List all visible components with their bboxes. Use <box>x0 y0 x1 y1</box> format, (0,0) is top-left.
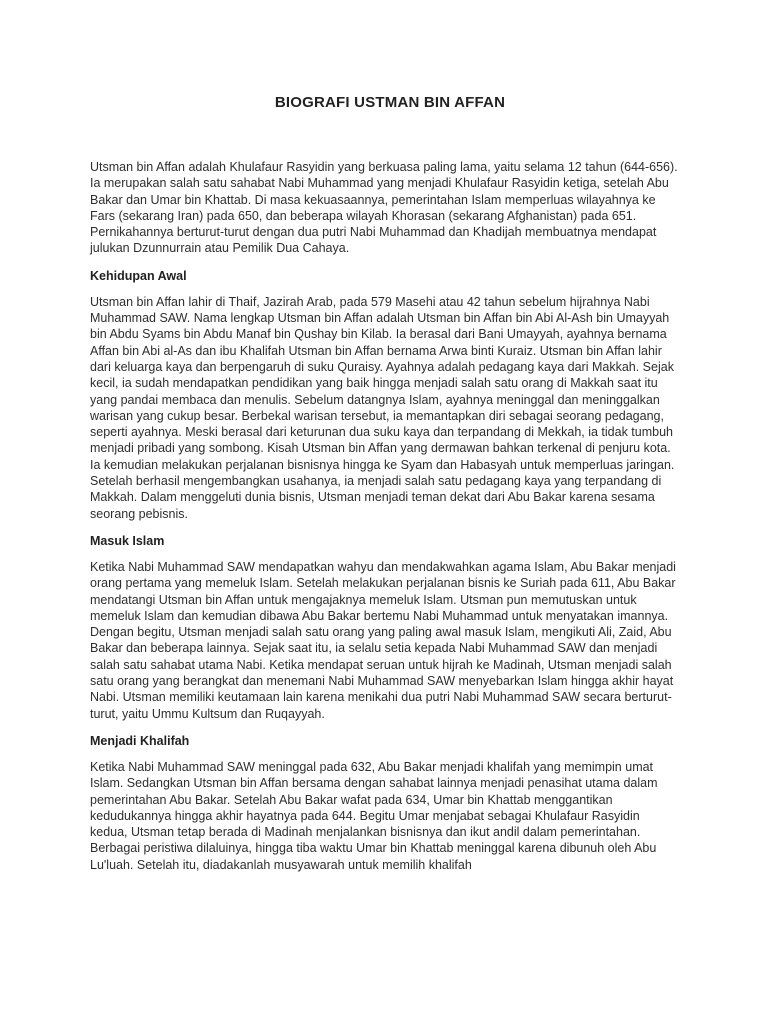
section-body-menjadi-khalifah: Ketika Nabi Muhammad SAW meninggal pada 632, Abu Bakar menjadi khalifah yang memimpin umat Islam. Sedangkan Utsman bin Affan bersama dengan sahabat lainnya menjadi penasihat utama dalam pemerintahan Abu Bakar. Setelah Abu Bakar wafat pada 634, Umar bin Khattab menggantikan kedudukannya hingga akhir hayatnya pada 644. Begitu Umar menjabat sebagai Khulafaur Rasyidin kedua, Utsman tetap berada di Madinah menjalankan bisnisnya dan ikut andil dalam pemerintahan. Berbagai peristiwa dilaluinya, hingga tiba waktu Umar bin Khattab meninggal karena dibunuh oleh Abu Lu'luah. Setelah itu, diadakanlah musyawarah untuk memilih khalifah <box>90 759 658 872</box>
document-title: BIOGRAFI USTMAN BIN AFFAN <box>274 94 506 111</box>
intro-paragraph: Utsman bin Affan adalah Khulafaur Rasyidin yang berkuasa paling lama, yaitu selama 12 tahun (644-656). Ia merupakan salah satu sahabat Nabi Muhammad yang menjadi Khulafaur Rasyidin ketiga, setelah Abu Bakar dan Umar bin Khattab. Di masa kekuasaannya, pemerintahan Islam memperluas wilayahnya ke Fars (sekarang Iran) pada 650, dan beberapa wilayah Khorasan (sekarang Afghanistan) pada 651. Pernikahannya berturut-turut dengan dua putri Nabi Muhammad dan Khadijah membuatnya mendapat julukan Dzunnurrain atau Pemilik Dua Cahaya. <box>90 160 678 256</box>
section-heading-masuk-islam: Masuk Islam <box>90 533 165 548</box>
section-body-masuk-islam: Ketika Nabi Muhammad SAW mendapatkan wahyu dan mendakwahkan agama Islam, Abu Bakar menjadi orang pertama yang memeluk Islam. Setelah melakukan perjalanan bisnis ke Suriah pada 611, Abu Bakar mendatangi Utsman bin Affan untuk mengajaknya memeluk Islam. Utsman pun memutuskan untuk memeluk Islam dan kemudian dibawa Abu Bakar bertemu Nabi Muhammad untuk menyatakan imannya. Dengan begitu, Utsman menjadi salah satu orang yang paling awal masuk Islam, mengikuti Ali, Zaid, Abu Bakar dan beberapa lainnya. Sejak saat itu, ia selalu setia kepada Nabi Muhammad SAW dan menjadi salah satu sahabat utama Nabi. Ketika mendapat seruan untuk hijrah ke Madinah, Utsman menjadi salah satu orang yang berangkat dan menemani Nabi Muhammad SAW menyebarkan Islam hingga akhir hayat Nabi. Utsman memiliki keutamaan lain karena menikahi dua putri Nabi Muhammad SAW secara berturut-turut, yaitu Ummu Kultsum dan Ruqayyah. <box>90 559 676 721</box>
section-body-kehidupan-awal: Utsman bin Affan lahir di Thaif, Jazirah Arab, pada 579 Masehi atau 42 tahun sebelum hijrahnya Nabi Muhammad SAW. Nama lengkap Utsman bin Affan adalah Utsman bin Affan bin Abi Al-Ash bin Umayyah bin Abdu Syams bin Abdu Manaf bin Qushay bin Kilab. Ia berasal dari Bani Umayyah, ayahnya bernama Affan bin Abi al-As dan ibu Khalifah Utsman bin Affan bernama Arwa binti Kuraiz. Utsman bin Affan lahir dari keluarga kaya dan berpengaruh di suku Quraisy. Ayahnya adalah pedagang kaya dari Makkah. Sejak kecil, ia sudah mendapatkan pendidikan yang baik hingga menjadi salah satu orang di Makkah saat itu yang pandai membaca dan menulis. Sebelum datangnya Islam, ayahnya meninggal dan meninggalkan warisan yang cukup besar. Berbekal warisan tersebut, ia memantapkan diri sebagai seorang pedagang, seperti ayahnya. Meski berasal dari keturunan dua suku kaya dan terpandang di Mekkah, ia tidak tumbuh menjadi pribadi yang sombong. Kisah Utsman bin Affan yang dermawan bahkan terkenal di penjuru kota. Ia kemudian melakukan perjalanan bisnisnya hingga ke Syam dan Habasyah untuk memperluas jaringan. Setelah berhasil mengembangkan usahanya, ia menjadi salah satu pedagang kaya yang terpandang di Makkah. Dalam menggeluti dunia bisnis, Utsman menjadi teman dekat dari Abu Bakar karena sesama seorang pebisnis. <box>90 294 675 521</box>
document-page <box>90 94 680 873</box>
section-heading-menjadi-khalifah: Menjadi Khalifah <box>90 733 190 748</box>
section-heading-kehidupan-awal: Kehidupan Awal <box>90 268 187 283</box>
